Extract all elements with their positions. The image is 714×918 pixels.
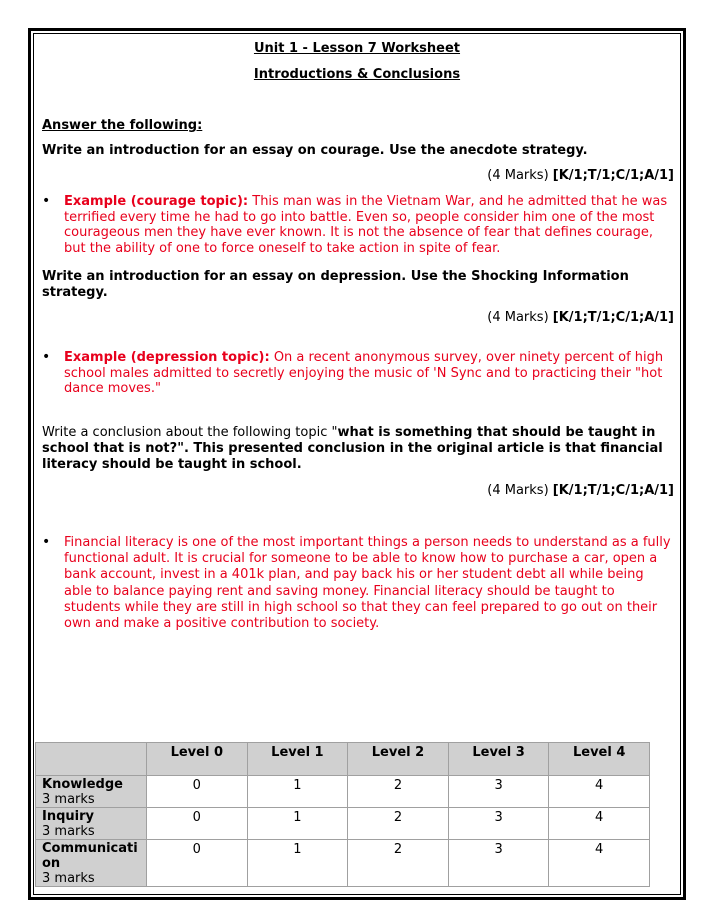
example-lead: Example (courage topic): (64, 194, 249, 209)
score-cell: 1 (247, 808, 348, 840)
question-3-prompt (42, 425, 674, 473)
score-cell: 4 (549, 808, 650, 840)
marks-code: [K/1;T/1;C/1;A/1] (552, 483, 674, 498)
question-1-example (64, 194, 674, 256)
score-cell: 1 (247, 840, 348, 887)
marks-label: (4 Marks) (487, 168, 549, 183)
rubric-table (35, 742, 650, 887)
rubric-row-knowledge (36, 776, 650, 808)
rubric-level-header: Level 3 (448, 743, 549, 776)
prompt-topic: what is something that should be taught in school that is not? (42, 425, 656, 456)
bullet-icon: • (42, 534, 51, 550)
category-name: Knowledge (42, 777, 123, 792)
rubric-row-header (36, 840, 147, 887)
rubric-corner-cell (36, 743, 147, 776)
rubric-level-header: Level 2 (348, 743, 449, 776)
rubric-row-header (36, 808, 147, 840)
rubric-row-communication (36, 840, 650, 887)
score-cell: 0 (147, 840, 248, 887)
example-text: On a recent anonymous survey, over ninety percent of high school males admitted to secretly enjoying the music of 'N Sync and to practicing their "hot dance moves." (64, 350, 664, 396)
marks-label: (4 Marks) (487, 310, 549, 325)
question-2-marks (42, 310, 674, 326)
score-cell: 3 (448, 840, 549, 887)
score-cell: 2 (348, 808, 449, 840)
example-lead: Example (depression topic): (64, 350, 270, 365)
rubric-level-header: Level 1 (247, 743, 348, 776)
score-cell: 3 (448, 776, 549, 808)
prompt-suffix: ". This presented conclusion in the original article is that financial literacy should be taught in school. (42, 441, 663, 472)
rubric-level-header: Level 0 (147, 743, 248, 776)
category-marks: 3 marks (42, 871, 95, 886)
score-cell: 4 (549, 776, 650, 808)
score-cell: 1 (247, 776, 348, 808)
rubric-row-header (36, 776, 147, 808)
category-marks: 3 marks (42, 792, 95, 807)
score-cell: 0 (147, 776, 248, 808)
question-3-marks (42, 483, 674, 499)
score-cell: 2 (348, 776, 449, 808)
bullet-icon: • (42, 349, 51, 365)
question-2-example (64, 350, 674, 397)
rubric-row-inquiry (36, 808, 650, 840)
score-cell: 4 (549, 840, 650, 887)
marks-code: [K/1;T/1;C/1;A/1] (552, 168, 674, 183)
question-3-example: Financial literacy is one of the most important things a person needs to understand as a fully functional adult. It is crucial for someone to be able to know how to purchase a car, open a bank account, invest in a 401k plan, and pay back his or her student debt all while being able to balance paying rent and saving money. Financial literacy should be taught to students while they are still in high school so that they can feel prepared to go out on their own and make a positive contribution to society. (64, 535, 671, 632)
score-cell: 0 (147, 808, 248, 840)
question-1-marks (42, 168, 674, 184)
bullet-icon: • (42, 193, 51, 209)
question-2-prompt: Write an introduction for an essay on depression. Use the Shocking Information strategy. (42, 269, 629, 300)
category-name: Inquiry (42, 809, 94, 824)
score-cell: 2 (348, 840, 449, 887)
worksheet-subtitle: Introductions & Conclusions (253, 67, 461, 82)
rubric-header-row (36, 743, 650, 776)
prompt-prefix: Write a conclusion about the following topic " (42, 425, 338, 440)
rubric-level-header: Level 4 (549, 743, 650, 776)
question-1-prompt: Write an introduction for an essay on courage. Use the anecdote strategy. (42, 143, 588, 158)
marks-code: [K/1;T/1;C/1;A/1] (552, 310, 674, 325)
worksheet-title: Unit 1 - Lesson 7 Worksheet (253, 41, 461, 56)
example-text: This man was in the Vietnam War, and he admitted that he was terrified every time he had to go into battle. Even so, people consider him one of the most courageous men they have ever known. It is not the absence of fear that defines courage, but the ability of one to force oneself to take action in spite of fear. (64, 194, 668, 256)
category-name: Communication (42, 841, 138, 871)
marks-label: (4 Marks) (487, 483, 549, 498)
score-cell: 3 (448, 808, 549, 840)
instructions: Answer the following: (42, 118, 203, 133)
category-marks: 3 marks (42, 824, 95, 839)
